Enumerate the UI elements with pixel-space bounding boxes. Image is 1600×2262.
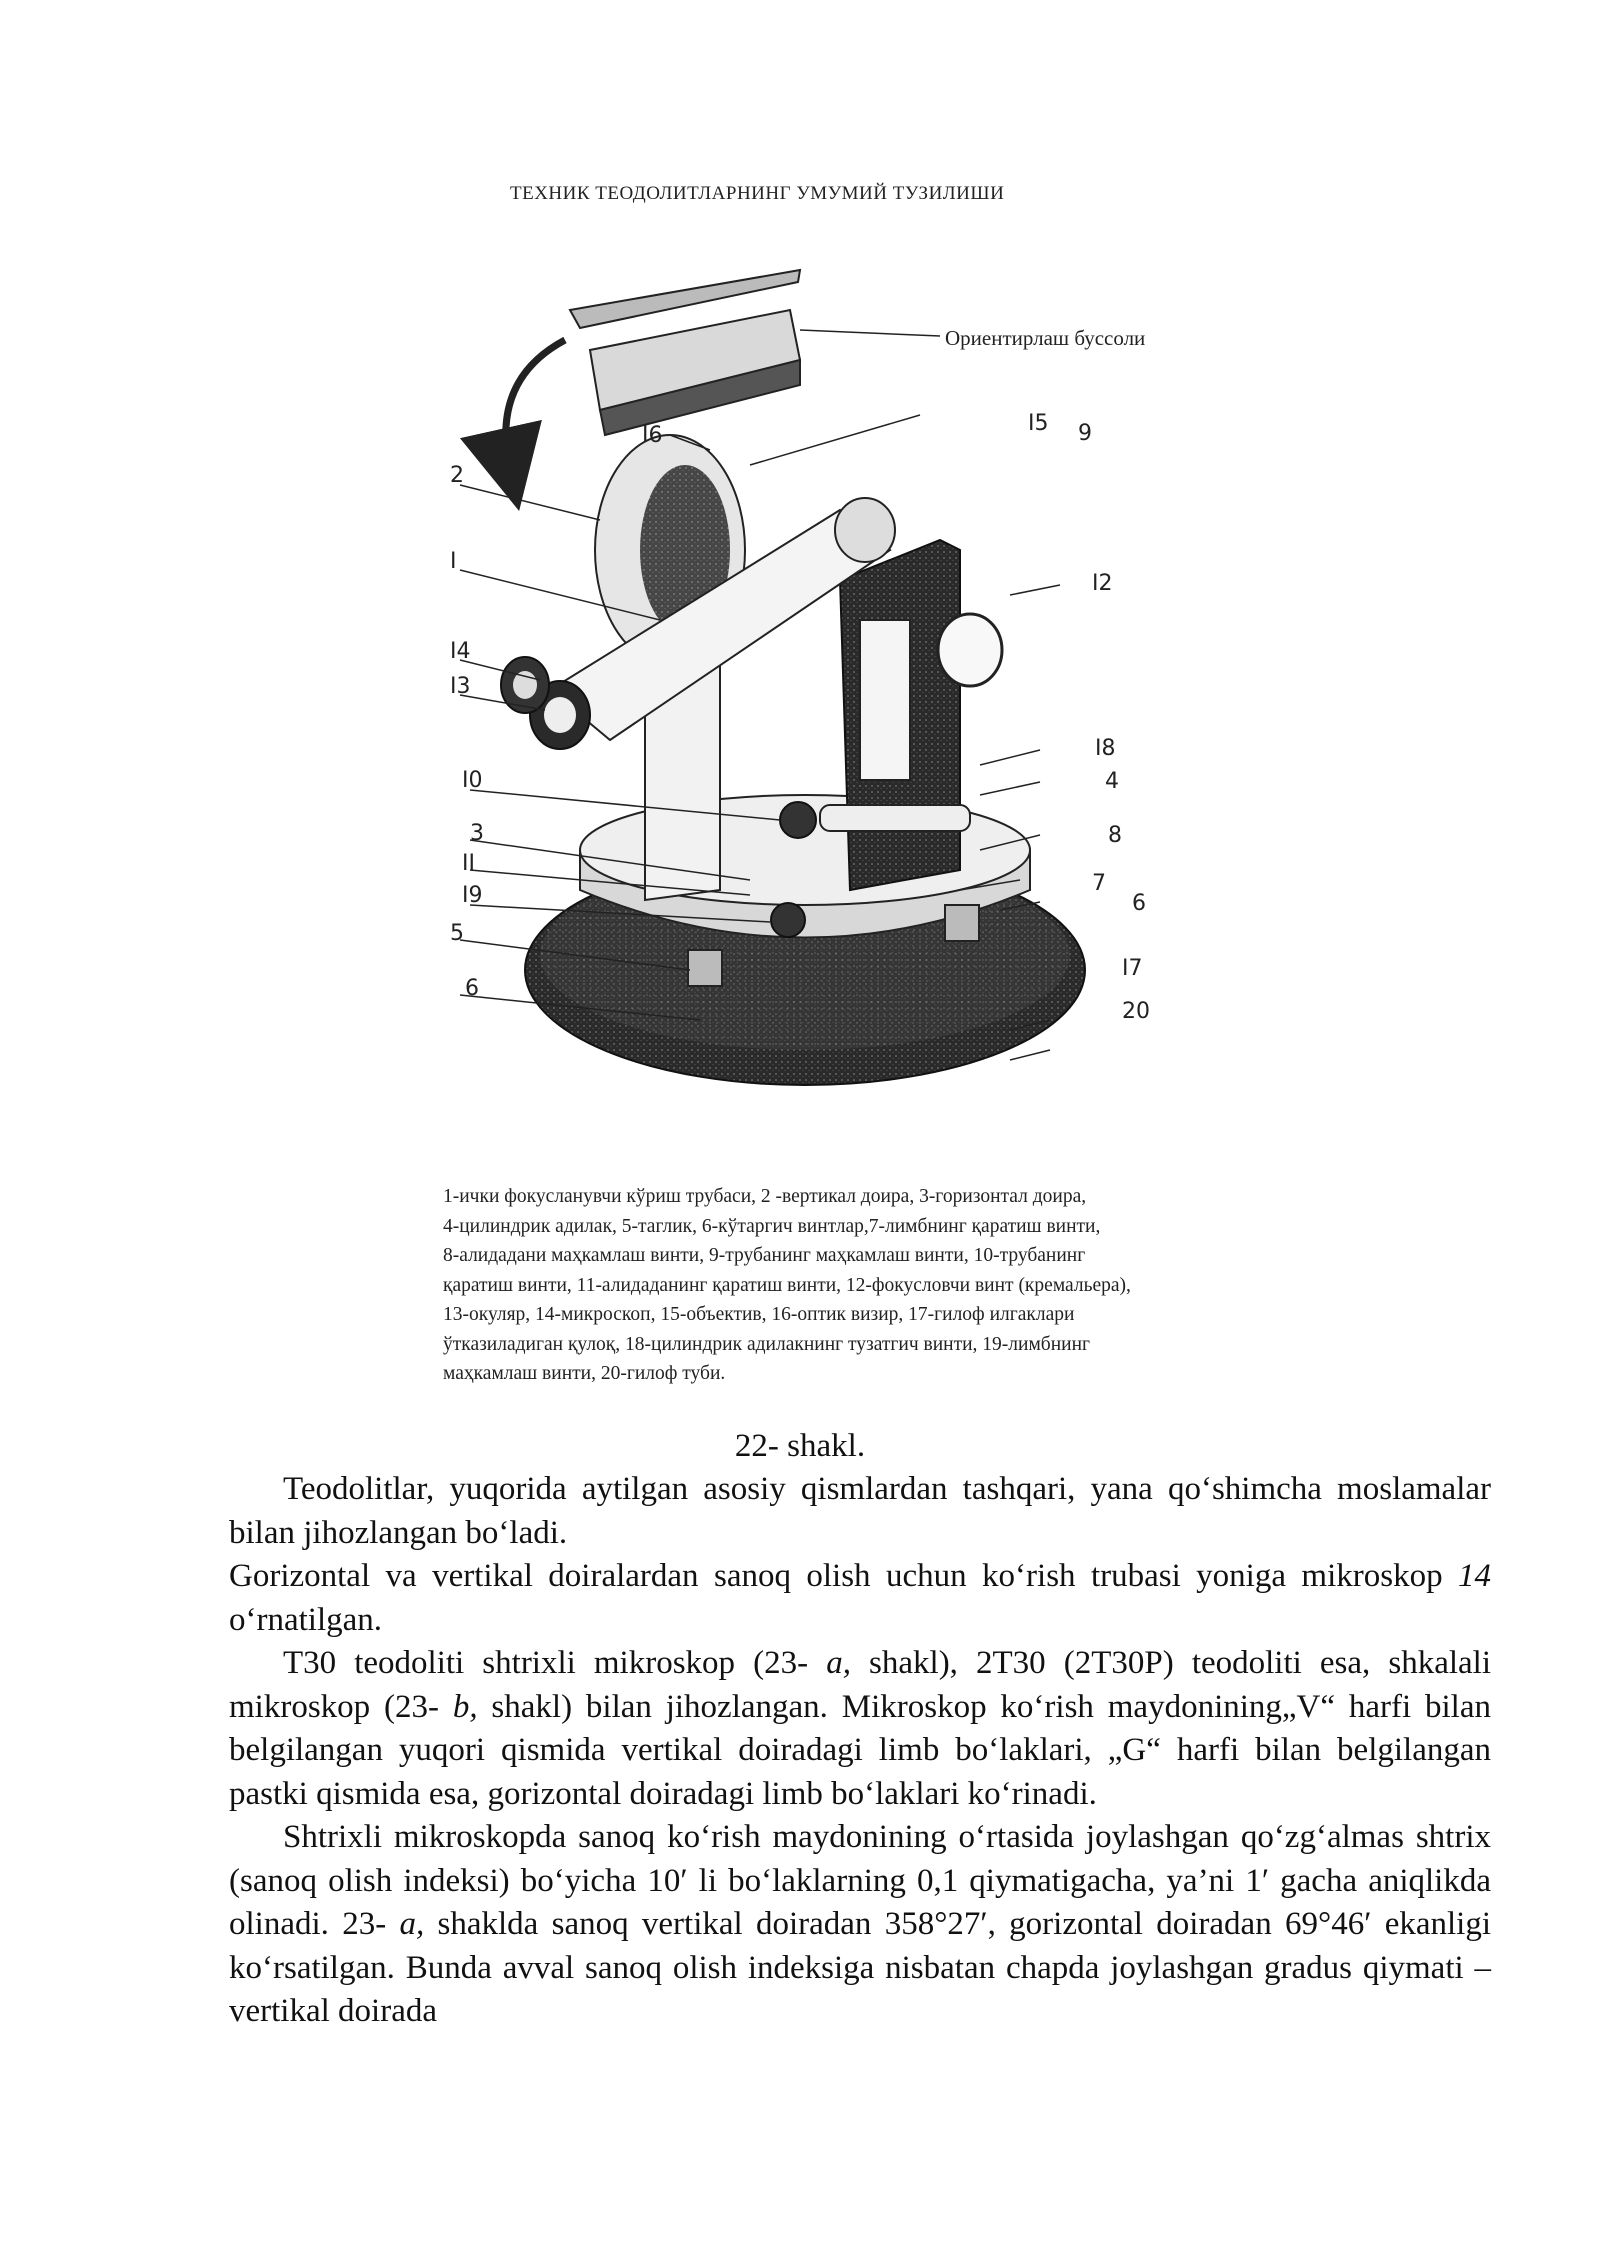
leveling-screw-left <box>688 950 722 986</box>
label-9: 9 <box>1078 421 1092 446</box>
paragraph: Shtrixli mikroskopda sanoq ko‘rish maydonining o‘rtasida joylashgan qo‘zg‘almas shtrix (sanoq olish indeksi) bo‘yicha 10′ li bo‘laklarning 0,1 qiymatigacha, ya’ni 1′ gacha aniqlikda olinadi. 23- a, shaklda sanoq vertikal doiradan 358°27′, gorizontal doiradan 69°46′ ekanligi ko‘rsatilgan. Bunda avval sanoq olish indeksiga nisbatan chapda joylashgan gradus qiymati – vertikal doirada <box>229 1819 1491 2029</box>
theodolite-figure <box>420 250 1220 1150</box>
theodolite-illustration <box>420 250 1220 1150</box>
paragraph: Gorizontal va vertikal doiralardan sanoq olish uchun ko‘rish trubasi yoniga mikroskop 14 o‘rnatilgan. <box>229 1558 1491 1638</box>
leveling-screw-right <box>945 905 979 941</box>
mounting-arrow <box>506 340 565 470</box>
figure-caption: 22- shakl. <box>734 1428 866 1464</box>
label-8: 8 <box>1108 823 1122 848</box>
label-5: 5 <box>450 921 464 946</box>
label-2: 2 <box>450 463 464 488</box>
paragraph: Teodolitlar, yuqorida aytilgan asosiy qismlardan tashqari, yana qo‘shimcha moslamalar bilan jihozlangan bo‘ladi. <box>229 1471 1491 1551</box>
label-compass: Ориентирлаш буссоли <box>945 326 1146 350</box>
label-10: I0 <box>462 768 483 793</box>
legend-line: қаратиш винти, 11-алидаданинг қаратиш винти, 12-фокусловчи винт (кремальера), <box>443 1274 1131 1296</box>
label-19: I9 <box>462 883 483 908</box>
label-17: I7 <box>1122 956 1143 981</box>
label-15: I5 <box>1028 411 1049 436</box>
label-1: I <box>450 549 457 574</box>
label-12: I2 <box>1092 571 1113 596</box>
label-14: I4 <box>450 639 471 664</box>
cylindrical-level <box>820 805 970 831</box>
label-6-left: 6 <box>465 976 479 1001</box>
legend-line: 8-алидадани маҳкамлаш винти, 9-трубанинг маҳкамлаш винти, 10-трубанинг <box>443 1245 1086 1266</box>
label-16: I6 <box>642 423 663 448</box>
label-18: I8 <box>1095 736 1116 761</box>
legend-line: ўтказиладиган қулоқ, 18-цилиндрик адилакнинг тузатгич винти, 19-лимбнинг <box>443 1333 1091 1355</box>
label-11: II <box>462 851 475 876</box>
figure-header: ТЕХНИК ТЕОДОЛИТЛАРНИНГ УМУМИЙ ТУЗИЛИШИ <box>510 183 1005 204</box>
label-3: 3 <box>470 821 484 846</box>
legend-line: 1-ички фокусланувчи кўриш трубаси, 2 -вертикал доира, 3-горизонтал доира, <box>443 1186 1087 1207</box>
label-6-right: 6 <box>1132 891 1146 916</box>
label-7: 7 <box>1092 871 1106 896</box>
legend-line: маҳкамлаш винти, 20-гилоф туби. <box>443 1363 726 1384</box>
label-20: 20 <box>1122 999 1150 1024</box>
label-13: I3 <box>450 674 471 699</box>
legend-line: 13-окуляр, 14-микроскоп, 15-объектив, 16-оптик визир, 17-гилоф илгаклари <box>443 1304 1075 1325</box>
tangent-screw <box>780 802 816 838</box>
legend-line: 4-цилиндрик адилак, 5-таглик, 6-кўтаргич винтлар,7-лимбнинг қаратиш винти, <box>443 1215 1101 1237</box>
focusing-knob <box>938 614 1002 686</box>
alidade-tangent-screw <box>771 903 805 937</box>
body-text <box>229 1468 1491 2034</box>
label-4: 4 <box>1105 769 1119 794</box>
figure-legend <box>443 1182 1303 1389</box>
paragraph: T30 teodoliti shtrixli mikroskop (23- a, shakl), 2T30 (2T30P) teodoliti esa, shkalali mikroskop (23- b, shakl) bilan jihozlangan. Mikroskop ko‘rish maydonining„V“ harfi bilan belgilangan yuqori qismida vertikal doiradagi limb bo‘laklari, „G“ harfi bilan belgilangan pastki qismida esa, gorizontal doiradagi limb bo‘laklari ko‘rinadi. <box>229 1645 1491 1812</box>
